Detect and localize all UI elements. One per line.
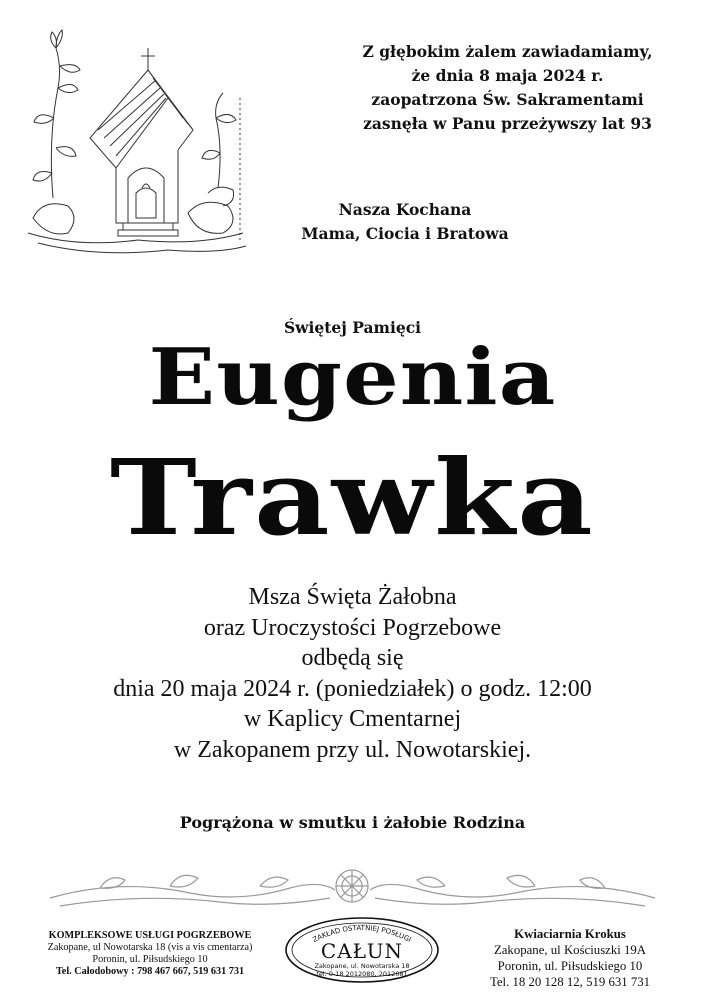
- funeral-services-phone: Tel. Całodobowy : 798 467 667, 519 631 731: [55, 966, 245, 977]
- mass-line: w Kaplicy Cmentarnej: [243, 706, 462, 732]
- florist-phone: Tel. 18 20 128 12, 519 631 731: [489, 975, 651, 989]
- seal-name: CAŁUN: [320, 939, 404, 963]
- mass-line: w Zakopanem przy ul. Nowotarskiej.: [173, 736, 532, 763]
- relation-line: Nasza Kochana: [338, 200, 472, 219]
- funeral-services-info: [15, 930, 285, 978]
- florist-info: [440, 926, 700, 990]
- intro-line: zaopatrzona Św. Sakramentami: [371, 90, 644, 109]
- intro-line: Z głębokim żalem zawiadamiamy,: [362, 42, 653, 61]
- florist-title: Kwiaciarnia Krokus: [514, 927, 626, 941]
- intro-announcement: [320, 40, 695, 136]
- ornament-divider-icon: [40, 858, 665, 918]
- seal-address: Zakopane, ul. Nowotarska 18: [314, 962, 410, 970]
- florist-address: Poronin, ul. Piłsudskiego 10: [497, 959, 643, 973]
- mass-line: dnia 20 maja 2024 r. (poniedziałek) o godz. 12:00: [113, 675, 592, 702]
- mass-line: Msza Święta Żałobna: [248, 584, 457, 610]
- calun-seal-logo: [282, 914, 442, 984]
- deceased-last-name: Trawka: [110, 436, 595, 559]
- relation-text: [260, 198, 550, 246]
- funeral-services-address: Zakopane, ul Nowotarska 18 (vis a vis cmentarza): [47, 942, 253, 953]
- funeral-mass-details: [0, 582, 705, 765]
- mass-line: oraz Uroczystości Pogrzebowe: [203, 614, 502, 641]
- seal-phone: tel. 0-18 2012080, 2012081: [316, 970, 408, 978]
- chapel-sketch-image: [18, 18, 248, 263]
- intro-line: zasnęła w Panu przeżywszy lat 93: [363, 114, 652, 133]
- deceased-first-name: Eugenia: [148, 332, 557, 423]
- relation-line: Mama, Ciocia i Bratowa: [301, 224, 509, 243]
- funeral-services-address: Poronin, ul. Piłsudskiego 10: [92, 954, 208, 965]
- memory-label: Świętej Pamięci: [283, 318, 422, 337]
- florist-address: Zakopane, ul Kościuszki 19A: [493, 943, 647, 957]
- family-signature: Pogrążona w smutku i żałobie Rodzina: [179, 813, 526, 832]
- intro-line: że dnia 8 maja 2024 r.: [411, 66, 604, 85]
- mass-line: odbędą się: [301, 645, 404, 671]
- funeral-services-title: KOMPLEKSOWE USŁUGI POGRZEBOWE: [48, 930, 252, 941]
- seal-arc-text: ZAKŁAD OSTATNIEJ POSŁUGI: [311, 923, 413, 944]
